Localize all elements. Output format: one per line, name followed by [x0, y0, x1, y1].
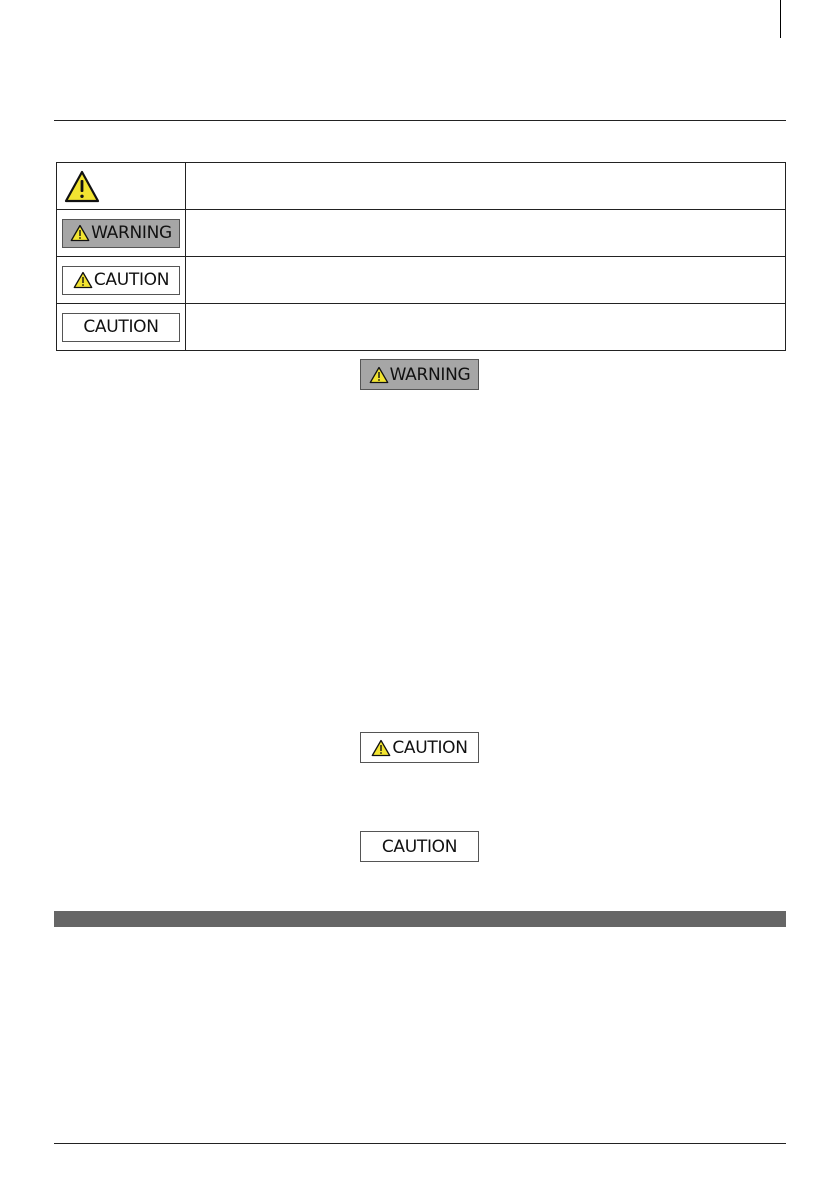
- warning-triangle-icon: [369, 366, 389, 384]
- signal-word-legend-table: [56, 162, 786, 351]
- legend-symbol-cell: [57, 257, 186, 304]
- legend-description: [186, 304, 786, 351]
- legend-description: [186, 163, 786, 210]
- legend-row: [57, 304, 786, 351]
- caution-plain-label: [62, 313, 180, 342]
- legend-symbol-cell: [57, 163, 186, 210]
- warning-triangle-icon: [64, 170, 100, 203]
- legend-row: [57, 257, 786, 304]
- warning-triangle-icon: [371, 739, 391, 757]
- legend-row: [57, 163, 786, 210]
- caution-label: [62, 266, 180, 295]
- caution-plain-section-heading-text: CAUTION: [381, 836, 458, 857]
- footer-rule: [54, 1143, 786, 1144]
- caution-plain-section-heading: [360, 831, 479, 862]
- warning-triangle-icon: [73, 271, 93, 289]
- warning-label: [62, 219, 180, 248]
- caution-label-text: CAUTION: [93, 270, 170, 290]
- warning-triangle-icon: [70, 224, 90, 242]
- legend-row: [57, 210, 786, 257]
- caution-section-heading: [360, 732, 479, 763]
- corner-crop-mark: [780, 0, 781, 38]
- header-rule: [54, 120, 786, 121]
- warning-section-heading-text: WARNING: [389, 364, 471, 385]
- caution-section-heading-text: CAUTION: [392, 737, 468, 758]
- warning-label-text: WARNING: [91, 223, 172, 243]
- legend-description: [186, 210, 786, 257]
- legend-symbol-cell: [57, 210, 186, 257]
- caution-plain-label-text: CAUTION: [83, 317, 159, 337]
- legend-symbol-cell: [57, 304, 186, 351]
- section-divider-bar: [54, 911, 786, 927]
- warning-section-heading: [360, 359, 479, 390]
- legend-description: [186, 257, 786, 304]
